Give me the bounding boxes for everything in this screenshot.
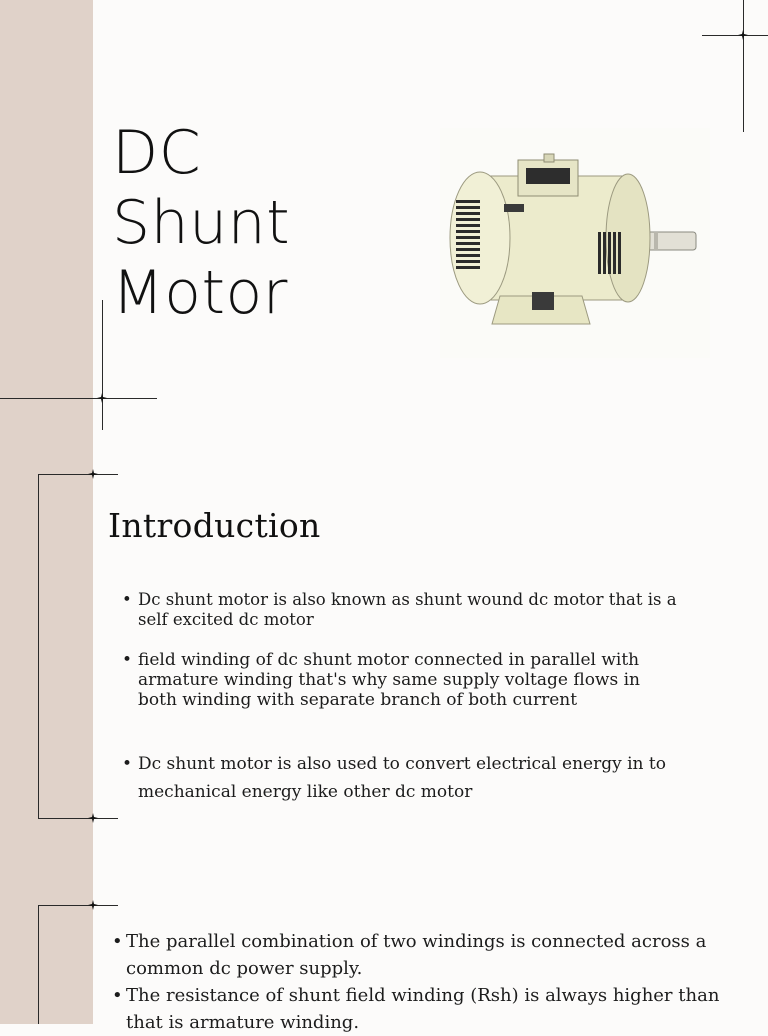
bullet-list (112, 928, 752, 1036)
sparkle-icon (88, 469, 98, 479)
bracket-line (38, 818, 118, 819)
motor-image (440, 128, 710, 358)
divider-line (743, 0, 744, 132)
sparkle-icon (97, 393, 107, 403)
title-line: DC (112, 118, 202, 188)
title-line: Motor (112, 258, 288, 328)
title-line: Shunt (112, 188, 291, 258)
list-item: • Dc shunt motor is also used to convert electrical energy in to mechanical energy like other dc motor (122, 750, 682, 806)
divider-line (102, 300, 103, 430)
list-item: • The resistance of shunt field winding (Rsh) is always higher than that is armature winding. (112, 982, 752, 1036)
bracket-line (38, 905, 39, 1024)
section-heading: Introduction (108, 506, 321, 545)
list-item: • Dc shunt motor is also known as shunt wound dc motor that is a self excited dc motor (122, 590, 682, 630)
bracket-line (38, 474, 118, 475)
bullet-list (122, 590, 682, 630)
sidebar-band (0, 0, 93, 1024)
sparkle-icon (738, 30, 748, 40)
page-title (112, 118, 290, 328)
divider-line (702, 35, 768, 36)
divider-line (0, 398, 157, 399)
bracket-line (38, 474, 39, 819)
list-item: • field winding of dc shunt motor connected in parallel with armature winding that's why same supply voltage flows in both winding with separate branch of both current (122, 650, 682, 710)
sparkle-icon (88, 900, 98, 910)
list-item: • The parallel combination of two windings is connected across a common dc power supply. (112, 928, 752, 982)
bullet-list (122, 650, 682, 710)
bullet-list (122, 750, 682, 806)
sparkle-icon (88, 813, 98, 823)
bracket-line (38, 905, 118, 906)
